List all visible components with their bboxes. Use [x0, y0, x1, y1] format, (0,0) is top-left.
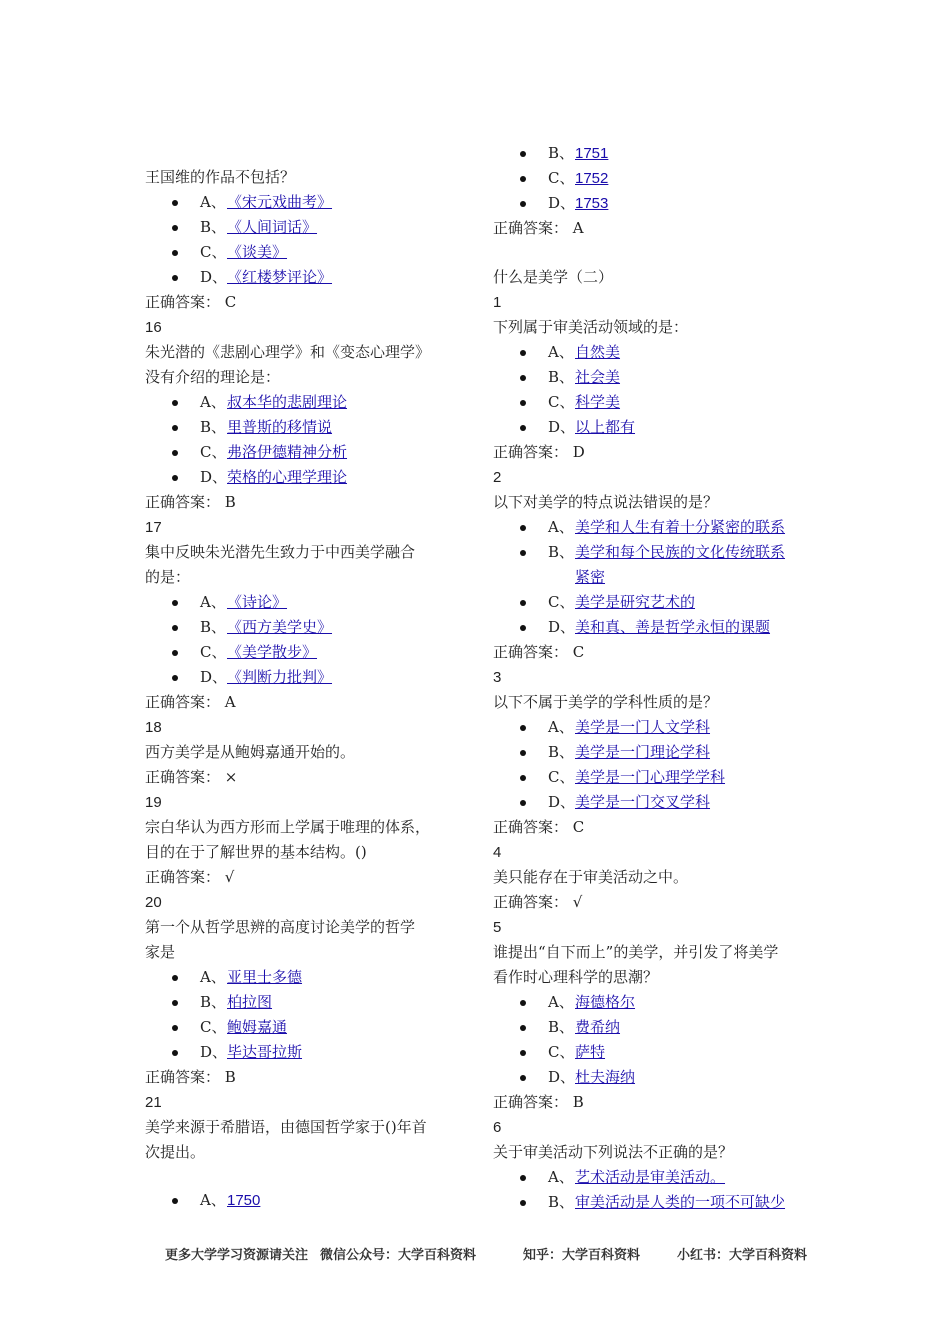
question-text: 王国维的作品不包括？	[145, 168, 296, 186]
option-letter: B、	[548, 368, 575, 386]
question-number: 21	[145, 1094, 162, 1111]
option-letter: D、	[548, 418, 576, 436]
footer-zhihu: 知乎：大学百科资料	[523, 1248, 641, 1263]
option-letter: D、	[200, 468, 228, 486]
answer-text: 正确答案： C	[145, 293, 237, 311]
option-letter: D、	[548, 1068, 576, 1086]
option-letter: A、	[200, 393, 226, 411]
option-link[interactable]: 社会美	[575, 368, 621, 386]
option-letter: B、	[200, 218, 227, 236]
option-link[interactable]: 美学是一门交叉学科	[575, 793, 711, 811]
option-letter: D、	[200, 268, 228, 286]
option-letter: D、	[200, 1043, 228, 1061]
option-link[interactable]: 1753	[575, 195, 609, 212]
option-link[interactable]: 审美活动是人类的一项不可缺少	[575, 1193, 786, 1211]
option-link[interactable]: 《人间词话》	[227, 218, 318, 236]
option-letter: A、	[200, 968, 226, 986]
option-letter: A、	[200, 1191, 226, 1209]
option-letter: D、	[548, 194, 576, 212]
question-text: 以下对美学的特点说法错误的是？	[493, 493, 719, 511]
question-text: 谁提出“自下而上”的美学，并引发了将美学	[493, 943, 779, 961]
option-letter: C、	[200, 243, 227, 261]
option-link[interactable]: 以上都有	[575, 418, 636, 436]
option-link[interactable]: 美学是研究艺术的	[575, 593, 696, 611]
option-letter: A、	[548, 718, 574, 736]
question-text: 看作时心理科学的思潮？	[493, 968, 659, 986]
option-letter: B、	[548, 1018, 575, 1036]
question-number: 4	[493, 844, 502, 861]
answer-text: 正确答案： A	[145, 693, 236, 711]
question-text: 没有介绍的理论是：	[145, 368, 281, 386]
question-text: 下列属于审美活动领域的是：	[493, 318, 689, 336]
option-letter: C、	[548, 169, 575, 187]
option-link[interactable]: 《诗论》	[227, 593, 288, 611]
answer-text: 正确答案： B	[145, 493, 236, 511]
option-letter: A、	[548, 1168, 574, 1186]
option-link[interactable]: 美学是一门理论学科	[575, 743, 711, 761]
option-link[interactable]: 柏拉图	[227, 993, 273, 1011]
option-link-continued[interactable]: 紧密	[575, 568, 606, 586]
question-number: 18	[145, 719, 162, 736]
option-link[interactable]: 美学和人生有着十分紧密的联系	[575, 518, 786, 536]
option-letter: B、	[548, 543, 575, 561]
option-link[interactable]: 《宋元戏曲考》	[227, 193, 333, 211]
answer-text: 正确答案： √	[145, 868, 235, 886]
question-number: 5	[493, 919, 502, 936]
option-letter: C、	[200, 443, 227, 461]
question-text: 的是：	[145, 568, 191, 586]
option-letter: C、	[200, 643, 227, 661]
question-text: 目的在于了解世界的基本结构。()	[145, 843, 367, 861]
option-link[interactable]: 科学美	[575, 393, 621, 411]
question-number: 20	[145, 894, 162, 911]
option-link[interactable]: 亚里士多德	[227, 968, 303, 986]
option-link[interactable]: 《西方美学史》	[227, 618, 333, 636]
option-letter: C、	[548, 768, 575, 786]
footer-wechat: 微信公众号：大学百科资料	[320, 1248, 477, 1263]
option-letter: C、	[548, 1043, 575, 1061]
option-letter: A、	[548, 343, 574, 361]
question-number: 3	[493, 669, 502, 686]
answer-text: 正确答案： D	[493, 443, 585, 461]
option-letter: A、	[548, 518, 574, 536]
footer-xiaohongshu: 小红书：大学百科资料	[677, 1248, 808, 1263]
option-letter: C、	[548, 593, 575, 611]
question-text: 西方美学是从鲍姆嘉通开始的。	[145, 743, 356, 761]
question-number: 16	[145, 319, 162, 336]
option-letter: D、	[548, 618, 576, 636]
question-text: 朱光潜的《悲剧心理学》和《变态心理学》	[145, 343, 431, 361]
option-link[interactable]: 美学是一门人文学科	[575, 718, 711, 736]
option-link[interactable]: 《谈美》	[227, 243, 288, 261]
footer-promo: 更多大学学习资源请关注	[165, 1248, 309, 1263]
question-number: 19	[145, 794, 162, 811]
option-letter: B、	[548, 743, 575, 761]
option-link[interactable]: 1751	[575, 145, 609, 162]
section-title: 什么是美学（二）	[493, 268, 614, 286]
option-link[interactable]: 美和真、善是哲学永恒的课题	[575, 618, 771, 636]
option-letter: C、	[200, 1018, 227, 1036]
option-link[interactable]: 毕达哥拉斯	[227, 1043, 303, 1061]
question-number: 6	[493, 1119, 502, 1136]
question-text: 美只能存在于审美活动之中。	[493, 868, 689, 886]
option-letter: A、	[200, 593, 226, 611]
option-link[interactable]: 弗洛伊德精神分析	[227, 443, 348, 461]
question-text: 宗白华认为西方形而上学属于唯理的体系，	[145, 818, 431, 836]
option-link[interactable]: 自然美	[575, 343, 621, 361]
option-link[interactable]: 《判断力批判》	[227, 668, 333, 686]
option-letter: A、	[200, 193, 226, 211]
option-link[interactable]: 1752	[575, 170, 609, 187]
option-letter: B、	[548, 1193, 575, 1211]
answer-text: 正确答案： B	[145, 1068, 236, 1086]
answer-text: 正确答案： C	[493, 643, 585, 661]
question-text: 集中反映朱光潜先生致力于中西美学融合	[145, 543, 416, 561]
answer-text: 正确答案： √	[493, 893, 583, 911]
page-footer	[165, 1244, 825, 1264]
question-text: 关于审美活动下列说法不正确的是？	[493, 1143, 734, 1161]
option-letter: D、	[200, 668, 228, 686]
option-link[interactable]: 《红楼梦评论》	[227, 268, 333, 286]
question-text: 次提出。	[145, 1143, 206, 1161]
option-letter: B、	[548, 144, 575, 162]
answer-text: 正确答案： A	[493, 219, 584, 237]
option-link[interactable]: 里普斯的移情说	[227, 418, 333, 436]
question-text: 美学来源于希腊语，由德国哲学家于()年首	[145, 1118, 427, 1136]
option-link[interactable]: 叔本华的悲剧理论	[227, 393, 348, 411]
answer-text: 正确答案： C	[493, 818, 585, 836]
question-text: 家是	[145, 943, 176, 961]
answer-text: 正确答案： ×	[145, 768, 238, 786]
option-letter: B、	[200, 618, 227, 636]
option-link[interactable]: 海德格尔	[575, 993, 636, 1011]
option-link[interactable]: 1750	[227, 1192, 261, 1209]
question-number: 17	[145, 519, 162, 536]
option-link[interactable]: 艺术活动是审美活动。	[575, 1168, 726, 1186]
option-link[interactable]: 《美学散步》	[227, 643, 318, 661]
option-letter: B、	[200, 418, 227, 436]
option-link[interactable]: 杜夫海纳	[575, 1068, 636, 1086]
option-link[interactable]: 美学和每个民族的文化传统联系	[575, 543, 786, 561]
question-text: 以下不属于美学的学科性质的是？	[493, 693, 719, 711]
option-letter: B、	[200, 993, 227, 1011]
option-link[interactable]: 美学是一门心理学学科	[575, 768, 726, 786]
question-number: 2	[493, 469, 502, 486]
option-letter: D、	[548, 793, 576, 811]
option-letter: C、	[548, 393, 575, 411]
answer-text: 正确答案： B	[493, 1093, 584, 1111]
question-text: 第一个从哲学思辨的高度讨论美学的哲学	[145, 918, 416, 936]
option-link[interactable]: 费希纳	[575, 1018, 621, 1036]
question-number: 1	[493, 294, 502, 311]
option-letter: A、	[548, 993, 574, 1011]
option-link[interactable]: 鲍姆嘉通	[227, 1018, 288, 1036]
option-link[interactable]: 萨特	[575, 1043, 606, 1061]
option-link[interactable]: 荣格的心理学理论	[227, 468, 348, 486]
